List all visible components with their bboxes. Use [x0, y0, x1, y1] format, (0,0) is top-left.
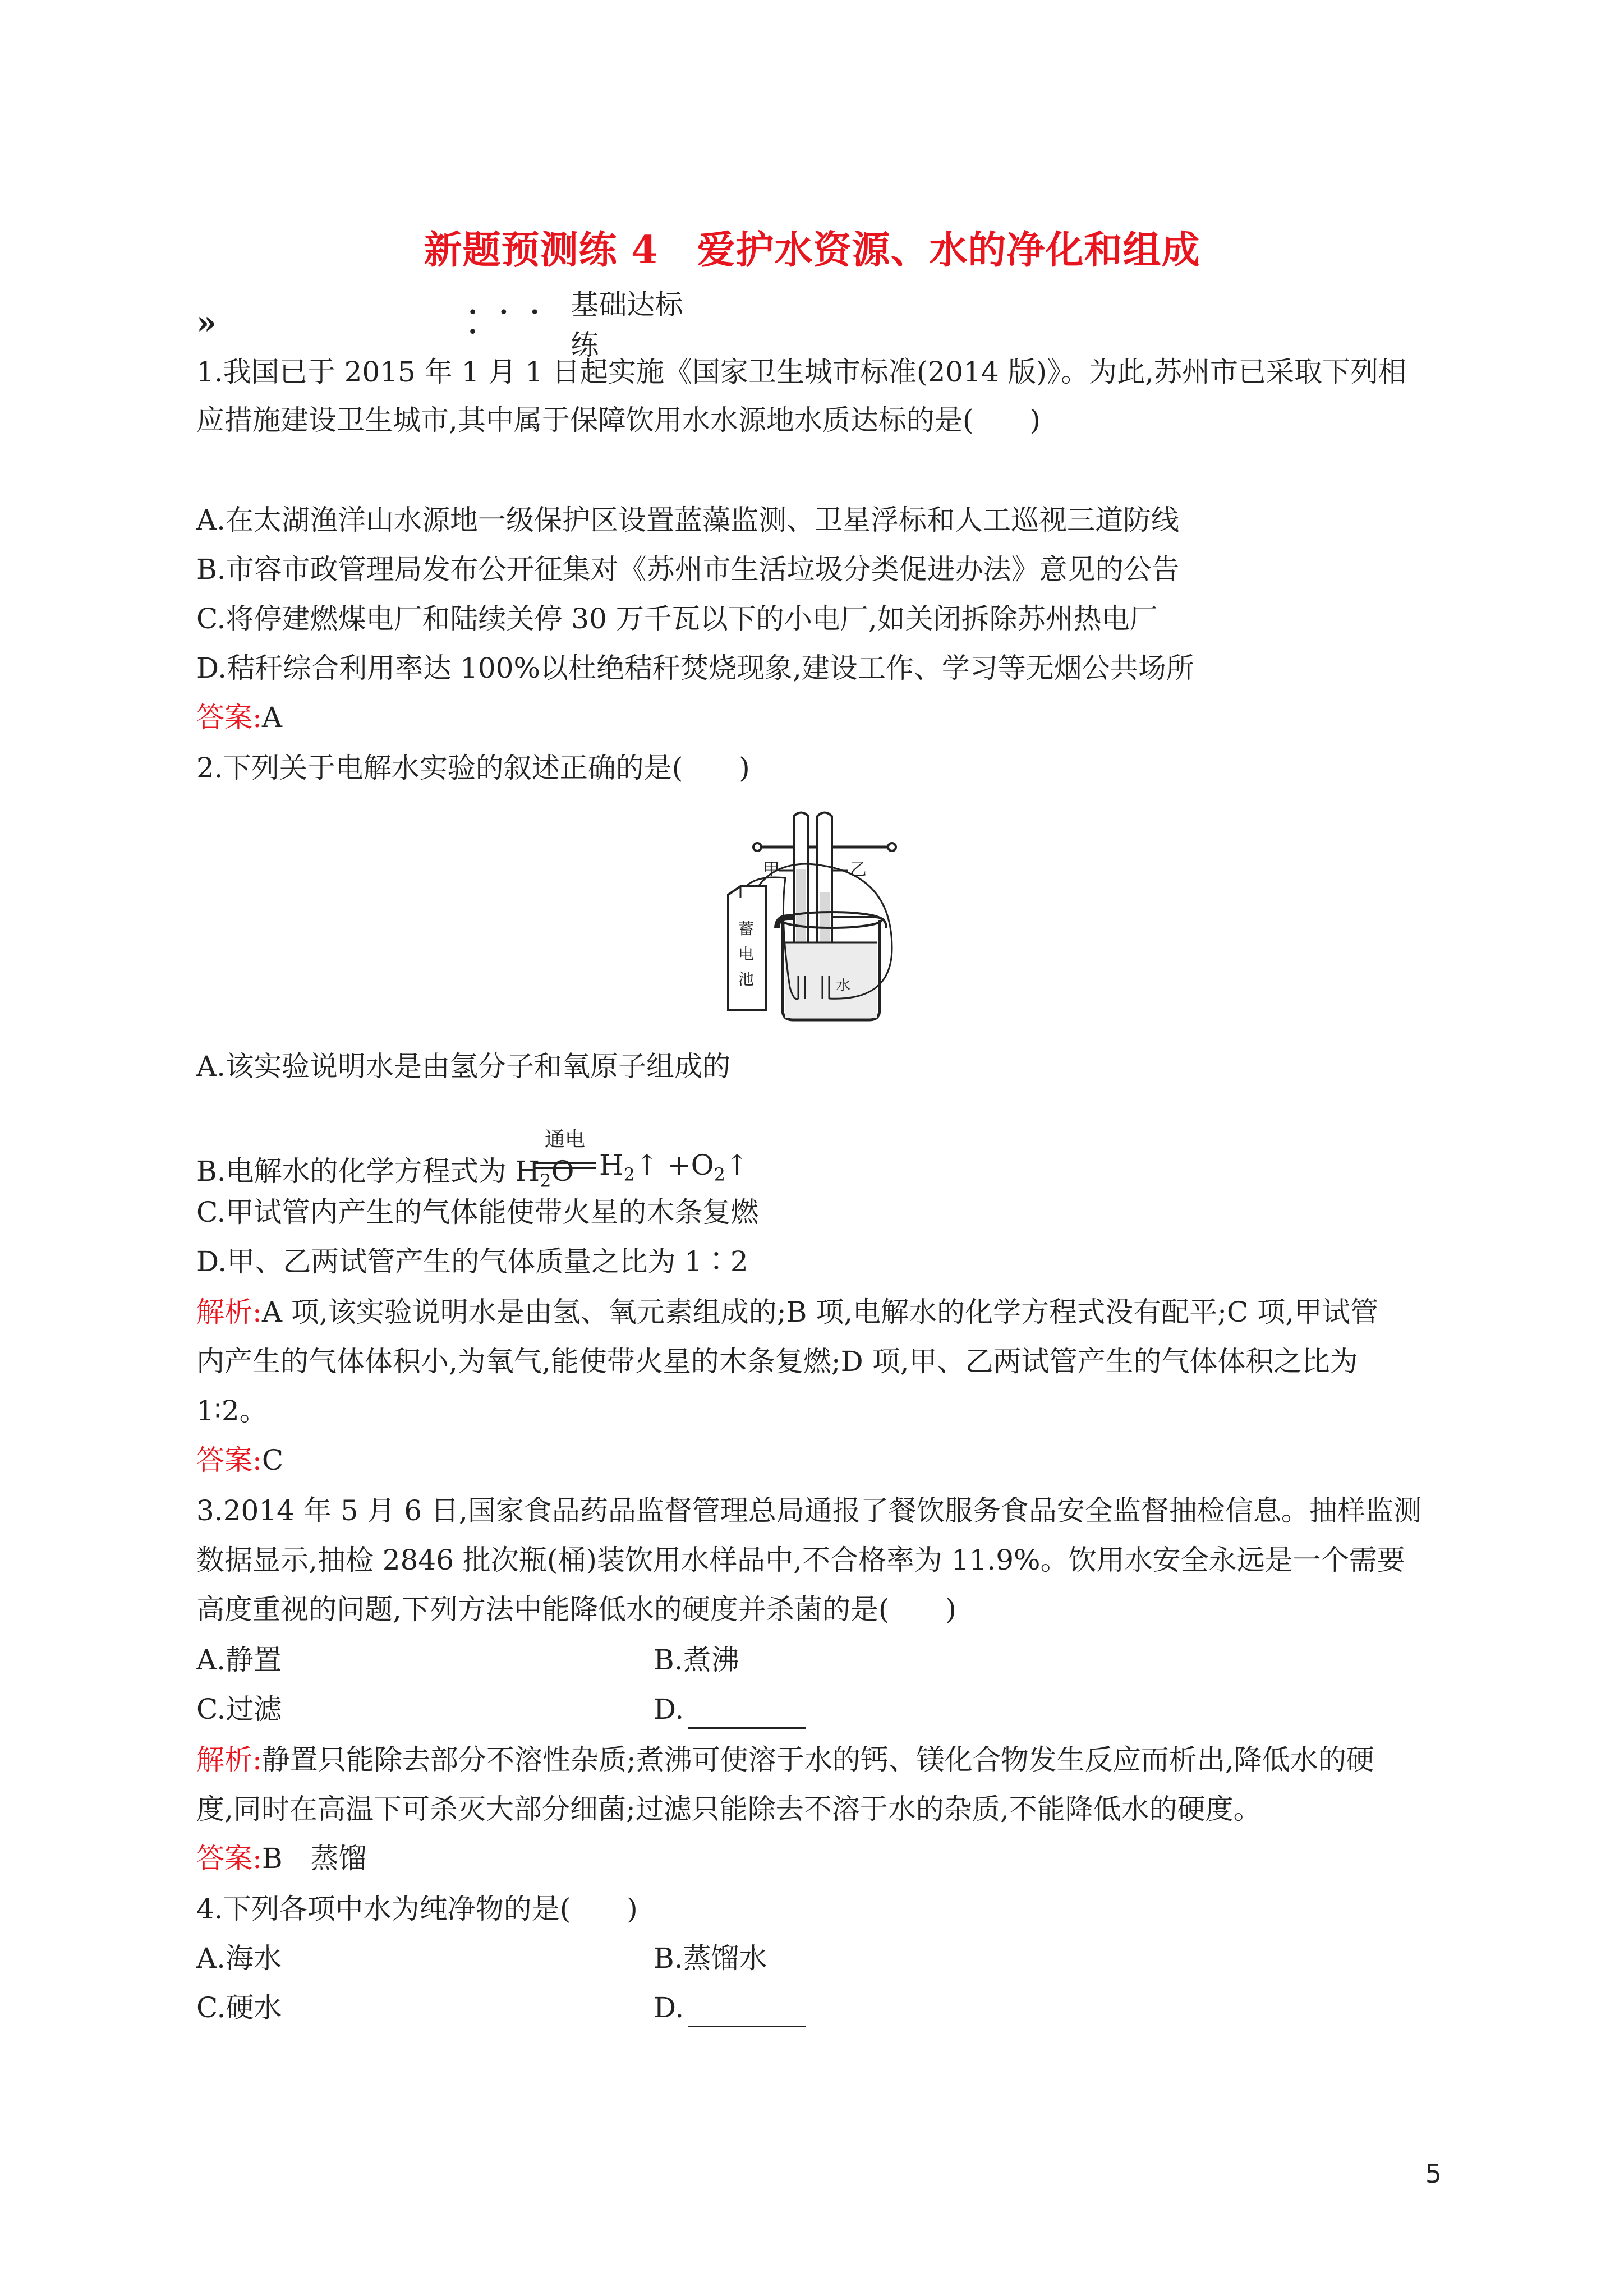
battery-char-1: 蓄	[738, 919, 755, 938]
answer-label: 答案:	[196, 1842, 262, 1875]
q4-option-c: C.硬水	[196, 1991, 282, 2024]
section-label: 基础达标练	[571, 288, 683, 361]
q1-stem-line-1: 1.我国已于 2015 年 1 月 1 日起实施《国家卫生城市标准(2014 版)》。为此,苏州市已采取下列相	[196, 356, 1406, 388]
answer-blank	[688, 1999, 806, 2027]
analysis-label: 解析:	[196, 1296, 262, 1328]
electrolysis-diagram	[724, 808, 903, 1027]
q1-option-d: D.秸秆综合利用率达 100%以杜绝秸秆焚烧现象,建设工作、学习等无烟公共场所	[196, 652, 1194, 684]
q4-options-row-2	[196, 1988, 869, 2027]
battery-char-2: 电	[738, 945, 755, 963]
q4-stem: 4.下列各项中水为纯净物的是( )	[196, 1893, 638, 1925]
answer-blank	[688, 1700, 806, 1729]
label-water: 水	[836, 977, 851, 994]
q3-option-c: C.过滤	[196, 1693, 282, 1726]
q4-options-row-1	[196, 1939, 869, 1978]
q3-options-row-1	[196, 1640, 869, 1680]
answer-value: B 蒸馏	[261, 1842, 367, 1875]
analysis-label: 解析:	[196, 1743, 262, 1776]
q2-analysis-line-3: 1∶2。	[196, 1395, 268, 1427]
q4-option-b: B.蒸馏水	[654, 1942, 767, 1975]
q2-option-c: C.甲试管内产生的气体能使带火星的木条复燃	[196, 1196, 759, 1228]
q1-option-a: A.在太湖渔洋山水源地一级保护区设置蓝藻监测、卫星浮标和人工巡视三道防线	[196, 504, 1180, 536]
page-title: 新题预测练 4 爱护水资源、水的净化和组成	[424, 228, 1200, 273]
q3-stem-line-1: 3.2014 年 5 月 6 日,国家食品药品监督管理总局通报了餐饮服务食品安全监督抽检信息。抽样监测	[196, 1494, 1421, 1527]
chevron-icon: »	[196, 303, 211, 342]
q1-option-c: C.将停建燃煤电厂和陆续关停 30 万千瓦以下的小电厂,如关闭拆除苏州热电厂	[196, 602, 1158, 635]
q1-answer	[196, 698, 282, 737]
q1-option-b: B.市容市政管理局发布公开征集对《苏州市生活垃圾分类促进办法》意见的公告	[196, 553, 1180, 586]
q4-option-d: D.	[654, 1988, 806, 2027]
q3-analysis-line-1: 解析:静置只能除去部分不溶性杂质;煮沸可使溶于水的钙、镁化合物发生反应而析出,降低水的硬	[196, 1743, 1374, 1776]
answer-label: 答案:	[196, 701, 262, 734]
q2-analysis-line-1: 解析:A 项,该实验说明水是由氢、氧元素组成的;B 项,电解水的化学方程式没有配平;C 项,甲试管	[196, 1296, 1379, 1328]
q3-option-a: A.静置	[196, 1644, 282, 1676]
q2-option-a: A.该实验说明水是由氢分子和氧原子组成的	[196, 1050, 731, 1083]
q3-options-row-2	[196, 1690, 869, 1729]
q3-option-d: D.	[654, 1690, 806, 1729]
q2-analysis-line-2: 内产生的气体体积小,为氧气,能使带火星的木条复燃;D 项,甲、乙两试管产生的气体体积之比为	[196, 1345, 1358, 1378]
q2-answer	[196, 1441, 283, 1480]
q3-option-b: B.煮沸	[654, 1644, 739, 1676]
dots-decoration: • • • •	[467, 303, 548, 342]
q3-stem-line-2: 数据显示,抽检 2846 批次瓶(桶)装饮用水样品中,不合格率为 11.9%。饮用水安全永远是一个需要	[196, 1544, 1405, 1576]
reaction-condition: 通电	[534, 1128, 596, 1169]
q1-stem-line-2: 应措施建设卫生城市,其中属于保障饮用水水源地水质达标的是( )	[196, 404, 1041, 436]
q3-stem-line-3: 高度重视的问题,下列方法中能降低水的硬度并杀菌的是( )	[196, 1593, 956, 1626]
section-header	[196, 288, 701, 361]
answer-label: 答案:	[196, 1444, 262, 1476]
battery-char-3: 池	[738, 970, 755, 988]
q3-analysis-line-2: 度,同时在高温下可杀灭大部分细菌;过滤只能除去不溶于水的杂质,不能降低水的硬度。	[196, 1793, 1262, 1825]
answer-value: C	[261, 1444, 284, 1476]
q4-option-a: A.海水	[196, 1942, 282, 1975]
label-jia: 甲	[763, 860, 780, 880]
q3-answer	[196, 1839, 367, 1878]
q2-option-b-products: $H_2↑$ $+O_2↑$	[599, 1149, 749, 1185]
page-number: 5	[1425, 2159, 1442, 2189]
label-yi: 乙	[850, 860, 867, 880]
q2-option-b-text: B.电解水的化学方程式为 $H_2O$	[196, 1155, 574, 1191]
q2-stem: 2.下列关于电解水实验的叙述正确的是( )	[196, 752, 750, 784]
q2-option-d: D.甲、乙两试管产生的气体质量之比为 1∶2	[196, 1245, 748, 1278]
answer-value: A	[261, 701, 282, 734]
